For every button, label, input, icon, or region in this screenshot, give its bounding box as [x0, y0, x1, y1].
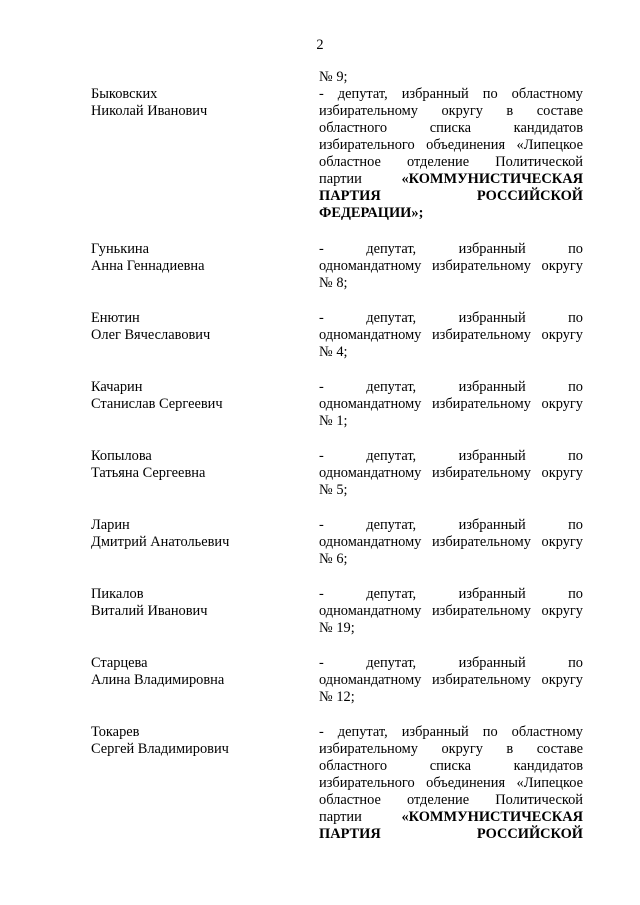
- mandate-line: № 8;: [319, 275, 348, 291]
- mandate-line: областное отделение Политической: [319, 792, 583, 808]
- deputy-given-names: Анна Геннадиевна: [91, 258, 205, 274]
- mandate-line: - депутат, избранный по областному: [319, 86, 583, 102]
- mandate-line: № 5;: [319, 482, 348, 498]
- deputy-mandate: [319, 69, 583, 222]
- deputy-given-names: Виталий Иванович: [91, 603, 208, 619]
- deputy-given-names: Олег Вячеславович: [91, 327, 211, 343]
- party-prefix: партии: [319, 809, 362, 825]
- deputy-given-names: Николай Иванович: [91, 103, 208, 119]
- deputy-name: [91, 448, 291, 482]
- deputy-mandate: [319, 655, 583, 706]
- mandate-line: ФЕДЕРАЦИИ»;: [319, 205, 424, 221]
- mandate-line: одномандатному избирательному округу: [319, 465, 583, 481]
- deputy-given-names: Алина Владимировна: [91, 672, 225, 688]
- deputy-given-names: Татьяна Сергеевна: [91, 465, 206, 481]
- deputy-surname: Ларин: [91, 517, 130, 533]
- deputy-surname: Енютин: [91, 310, 140, 326]
- deputy-mandate: [319, 379, 583, 430]
- deputy-surname: Токарев: [91, 724, 140, 740]
- deputy-name: [91, 586, 291, 620]
- deputy-name: [91, 86, 291, 120]
- mandate-line: - депутат, избранный по: [319, 586, 583, 602]
- mandate-line: - депутат, избранный по: [319, 655, 583, 671]
- deputy-name: [91, 379, 291, 413]
- mandate-line: одномандатному избирательному округу: [319, 603, 583, 619]
- page-number: 2: [316, 37, 324, 53]
- deputy-name: [91, 310, 291, 344]
- mandate-line: - депутат, избранный по: [319, 379, 583, 395]
- mandate-line: № 19;: [319, 620, 355, 636]
- mandate-line: одномандатному избирательному округу: [319, 258, 583, 274]
- deputy-name: [91, 655, 291, 689]
- mandate-line: - депутат, избранный по областному: [319, 724, 583, 740]
- mandate-line: избирательного объединения «Липецкое: [319, 137, 583, 153]
- deputy-surname: Пикалов: [91, 586, 144, 602]
- mandate-line: одномандатному избирательному округу: [319, 327, 583, 343]
- mandate-line: № 4;: [319, 344, 348, 360]
- mandate-line: - депутат, избранный по: [319, 448, 583, 464]
- deputy-surname: Быковских: [91, 86, 158, 102]
- mandate-line: - депутат, избранный по: [319, 310, 583, 326]
- mandate-line: областного списка кандидатов: [319, 758, 583, 774]
- deputy-surname: Копылова: [91, 448, 152, 464]
- deputy-mandate: [319, 724, 583, 843]
- mandate-line: областное отделение Политической: [319, 154, 583, 170]
- mandate-line: избирательному округу в составе: [319, 103, 583, 119]
- deputy-mandate: [319, 517, 583, 568]
- deputy-name: [91, 724, 291, 758]
- mandate-line: № 9;: [319, 69, 348, 85]
- mandate-line: областного списка кандидатов: [319, 120, 583, 136]
- deputy-mandate: [319, 310, 583, 361]
- mandate-line: одномандатному избирательному округу: [319, 396, 583, 412]
- mandate-line-party: партии «КОММУНИСТИЧЕСКАЯ: [319, 809, 583, 825]
- mandate-line: избирательному округу в составе: [319, 741, 583, 757]
- mandate-line: № 6;: [319, 551, 348, 567]
- party-prefix: партии: [319, 171, 362, 187]
- deputy-given-names: Дмитрий Анатольевич: [91, 534, 230, 550]
- deputy-surname: Старцева: [91, 655, 148, 671]
- mandate-line: ПАРТИЯ РОССИЙСКОЙ: [319, 826, 583, 842]
- mandate-line: избирательного объединения «Липецкое: [319, 775, 583, 791]
- mandate-line: одномандатному избирательному округу: [319, 672, 583, 688]
- deputy-given-names: Сергей Владимирович: [91, 741, 229, 757]
- deputy-mandate: [319, 448, 583, 499]
- deputy-surname: Качарин: [91, 379, 143, 395]
- deputy-surname: Гунькина: [91, 241, 150, 257]
- deputy-name: [91, 241, 291, 275]
- mandate-line: - депутат, избранный по: [319, 517, 583, 533]
- deputy-mandate: [319, 241, 583, 292]
- mandate-line: № 12;: [319, 689, 355, 705]
- mandate-line: одномандатному избирательному округу: [319, 534, 583, 550]
- mandate-line: ПАРТИЯ РОССИЙСКОЙ: [319, 188, 583, 204]
- mandate-line-party: партии «КОММУНИСТИЧЕСКАЯ: [319, 171, 583, 187]
- mandate-line: № 1;: [319, 413, 348, 429]
- deputy-name: [91, 517, 291, 551]
- mandate-line: - депутат, избранный по: [319, 241, 583, 257]
- deputy-mandate: [319, 586, 583, 637]
- deputy-given-names: Станислав Сергеевич: [91, 396, 223, 412]
